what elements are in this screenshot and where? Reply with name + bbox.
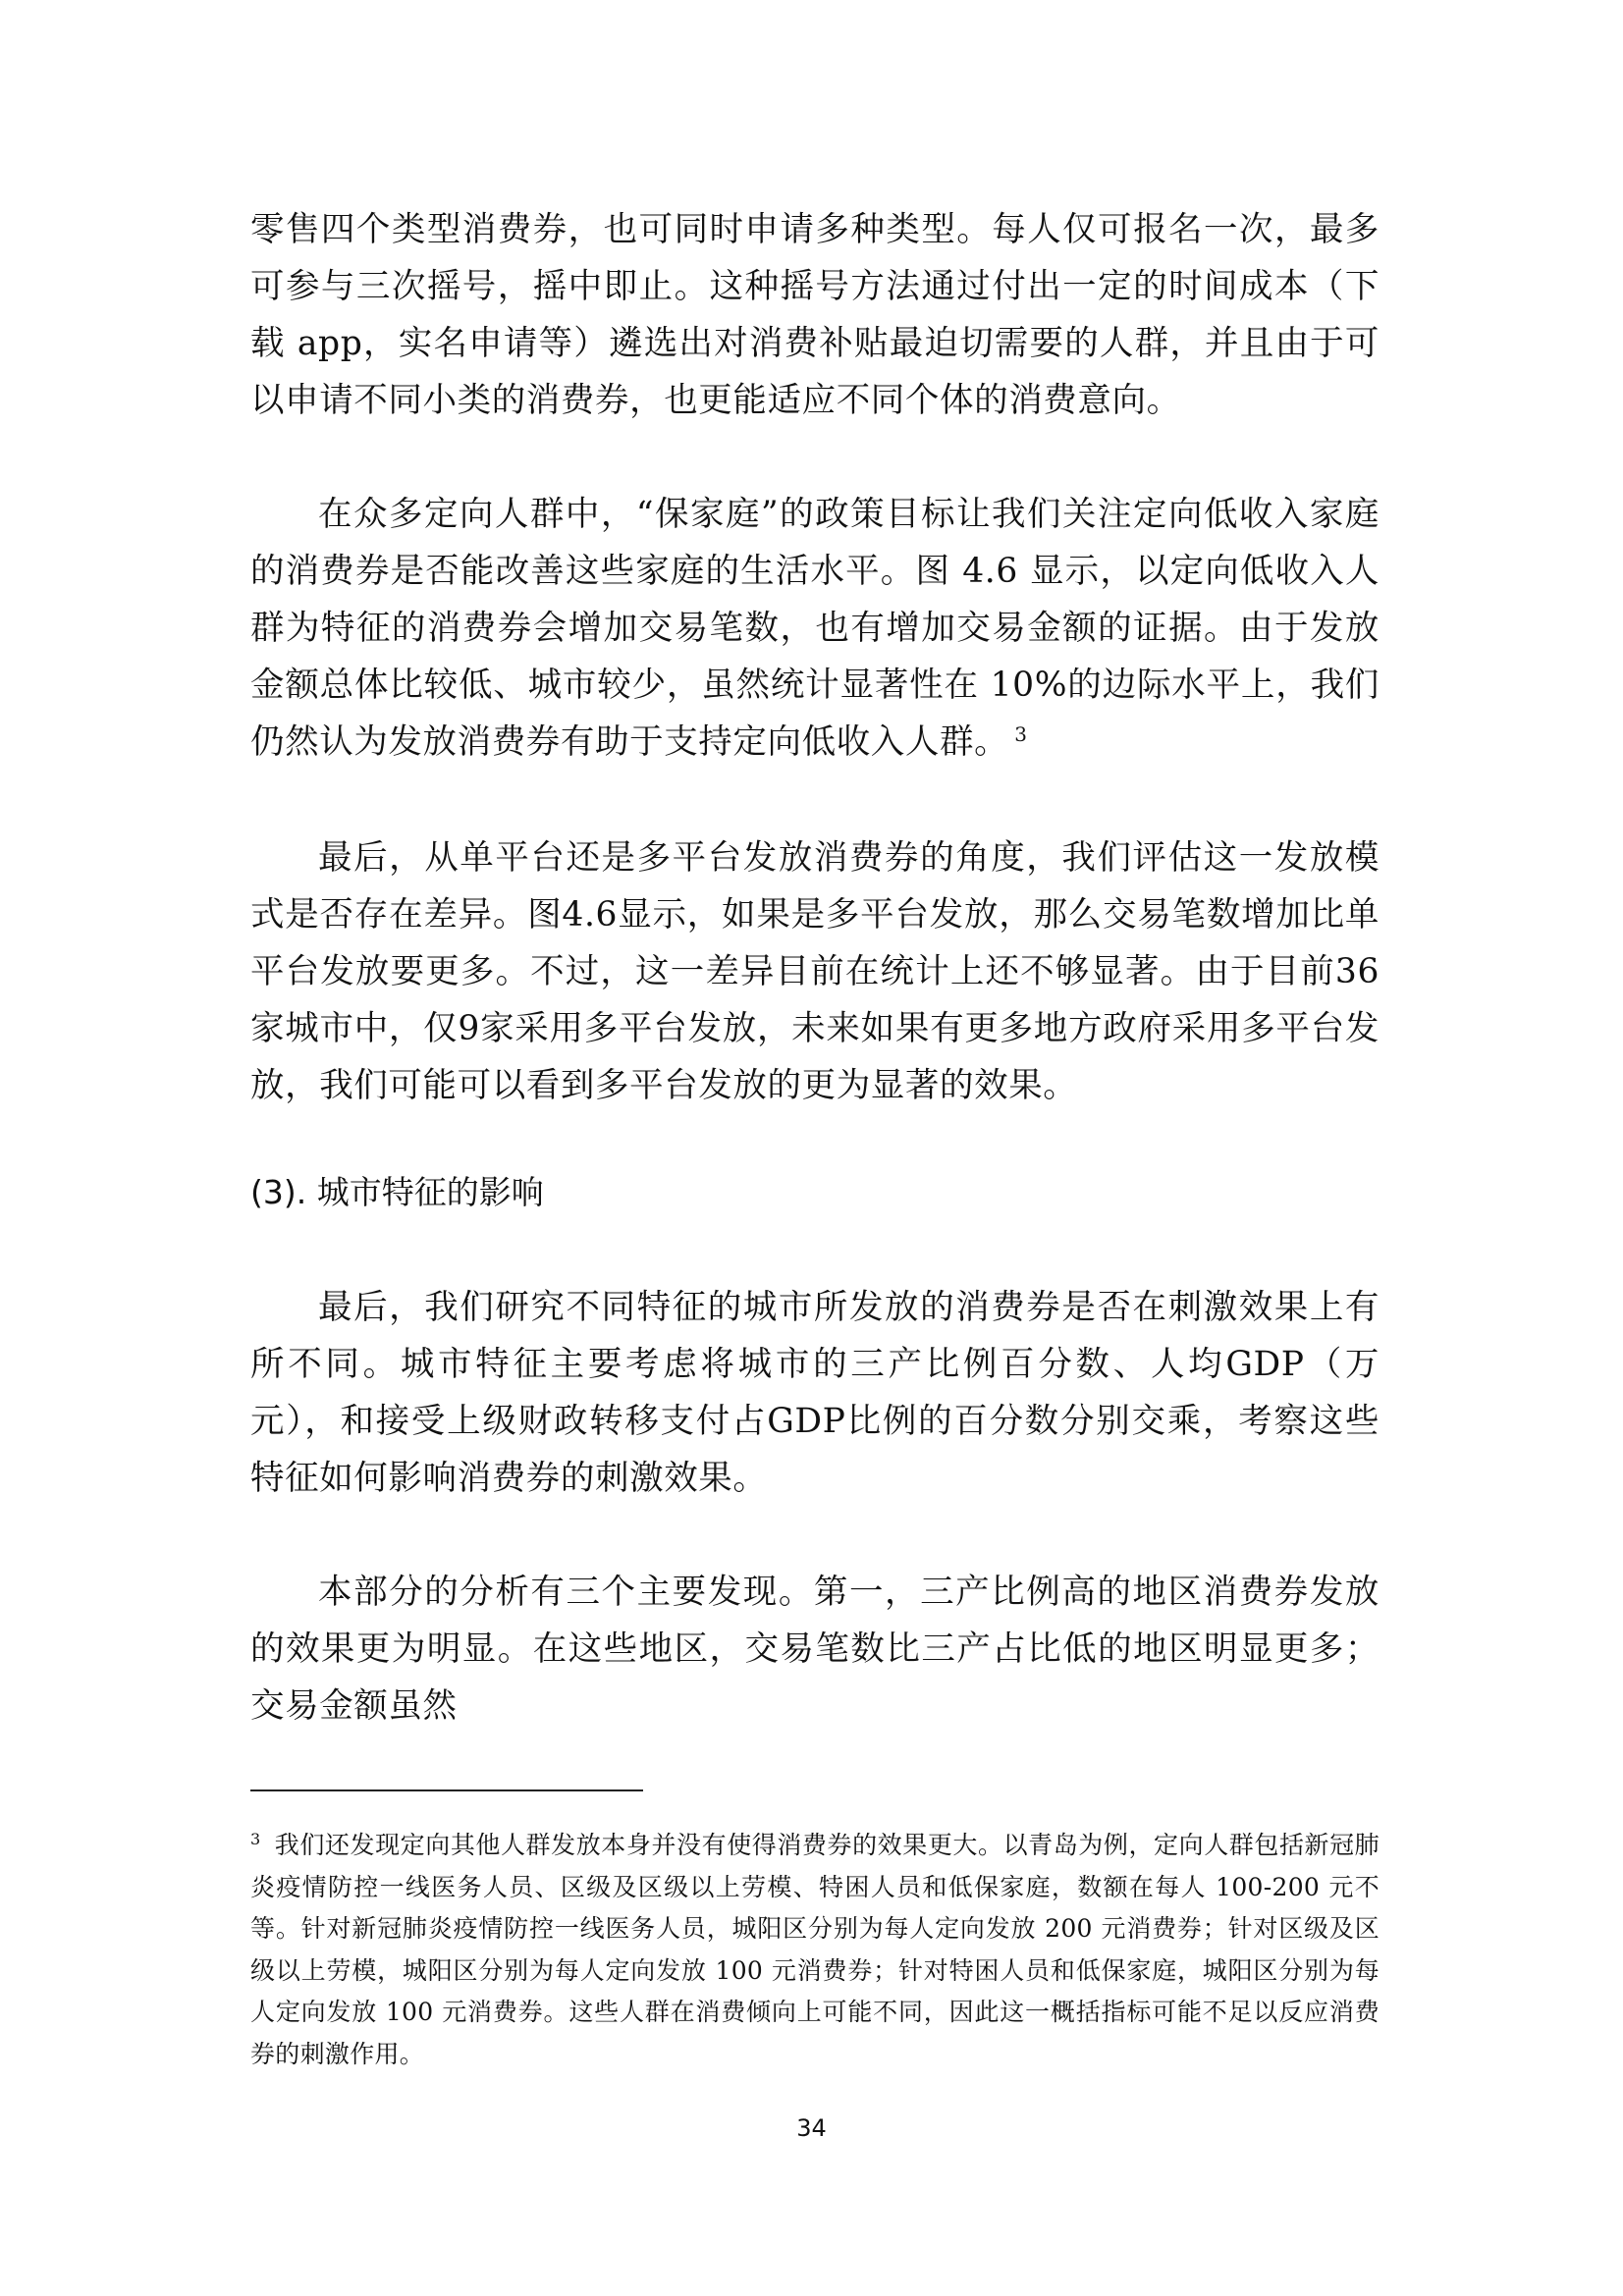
footnote-text: 我们还发现定向其他人群发放本身并没有使得消费券的效果更大。以青岛为例，定向人群包括新冠肺炎疫情防控一线医务人员、区级及区级以上劳模、特困人员和低保家庭，数额在每人 100-200 元不等。针对新冠肺炎疫情防控一线医务人员，城阳区分别为每人定向发放 200 元消费券；针对区级及区级以上劳模，城阳区分别为每人定向发放 100 元消费券；针对特困人员和低保家庭，城阳区分别为每人定向发放 100 元消费券。这些人群在消费倾向上可能不同，因此这一概括指标可能不足以反应消费券的刺激作用。 — [250, 1831, 1380, 2068]
footnote-reference: 3 — [1014, 721, 1028, 746]
paragraph-city-characteristics: 最后，我们研究不同特征的城市所发放的消费券是否在刺激效果上有所不同。城市特征主要考虑将城市的三产比例百分数、人均GDP（万元），和接受上级财政转移支付占GDP比例的百分数分别交乘，考察这些特征如何影响消费券的刺激效果。 — [250, 1288, 1380, 1498]
paragraph-low-income-text: 在众多定向人群中，“保家庭”的政策目标让我们关注定向低收入家庭的消费券是否能改善这些家庭的生活水平。图 4.6 显示，以定向低收入人群为特征的消费券会增加交易笔数，也有增加交易金额的证据。由于发放金额总体比较低、城市较少，虽然统计显著性在 10%的边际水平上，我们仍然认为发放消费券有助于支持定向低收入人群。 — [250, 495, 1380, 762]
footnote — [250, 1825, 1380, 2075]
paragraph-platform-mode: 最后，从单平台还是多平台发放消费券的角度，我们评估这一发放模式是否存在差异。图4.6显示，如果是多平台发放，那么交易笔数增加比单平台发放要更多。不过，这一差异目前在统计上还不够显著。由于目前36家城市中，仅9家采用多平台发放，未来如果有更多地方政府采用多平台发放，我们可能可以看到多平台发放的更为显著的效果。 — [250, 838, 1380, 1105]
paragraph-main-findings: 本部分的分析有三个主要发现。第一，三产比例高的地区消费券发放的效果更为明显。在这些地区，交易笔数比三产占比低的地区明显更多；交易金额虽然 — [250, 1573, 1380, 1726]
paragraph-lottery-method: 零售四个类型消费券，也可同时申请多种类型。每人仅可报名一次，最多可参与三次摇号，摇中即止。这种摇号方法通过付出一定的时间成本（下载 app，实名申请等）遴选出对消费补贴最迫切需要的人群，并且由于可以申请不同小类的消费券，也更能适应不同个体的消费意向。 — [250, 210, 1380, 420]
paragraph-low-income-target — [250, 486, 1380, 771]
footnote-mark: 3 — [250, 1829, 261, 1848]
section-heading: (3). 城市特征的影响 — [250, 1173, 544, 1211]
footnote-divider — [250, 1789, 643, 1791]
page-number: 34 — [796, 2114, 827, 2142]
